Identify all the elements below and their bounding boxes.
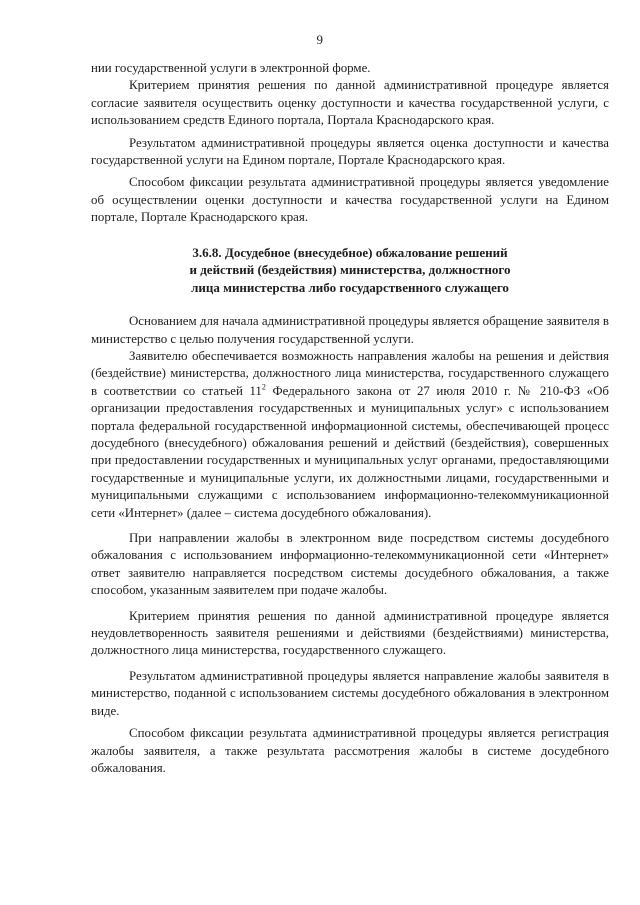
section-heading-line-3: лица министерства либо государственного служащего [191,279,509,295]
paragraph-fixation-complaint: Способом фиксации результата административной процедуры является регистрация жалобы заявителя, а также результата рассмотрения жалобы в системе досудебного обжалования. [91,726,609,775]
paragraph-continuation: нии государственной услуги в электронной форме. [91,61,371,75]
article-superscript: 2 [261,382,266,392]
paragraph-result-complaint: Результатом административной процедуры является направление жалобы заявителя в министерство, поданной с использованием системы досудебного обжалования в электронном виде. [91,668,609,718]
paragraph-basis: Основанием для начала административной процедуры является обращение заявителя в министерство с целью получения государственной услуги. [91,314,609,346]
paragraph-criterion-complaint: Критерием принятия решения по данной административной процедуре является неудовлетворенность заявителя решениями и действиями (бездействиями) министерства, должностного лица министерства, государственного служащего. [91,608,609,658]
section-heading-line-2: и действий (бездействия) министерства, должностного [189,262,511,278]
paragraph-result-assessment: Результатом административной процедуры является оценка доступности и качества государственной услуги на Едином портале, Портале Краснодарского края. [91,135,609,168]
section-heading [91,244,609,297]
complaint-text-end: Федерального закона от 27 июля 2010 г. № 210-ФЗ «Об организации предоставления государственных и муниципальных услуг» с использованием портала федеральной государственной информационной системы, обеспечивающей процесс досудебного (внесудебного) обжалования решений и действий (бездействия), совершенных при предоставлении государственных и муниципальных услуг органами, предоставляющими государственные и муниципальные услуги, их должностными лицами, государственными и муниципальными служащими с использованием информационно-телекоммуникационной сети «Интернет» (далее – система досудебного обжалования). [91,383,609,520]
paragraph-electronic-complaint: При направлении жалобы в электронном виде посредством системы досудебного обжалования с использованием информационно-телекоммуникационной сети «Интернет» ответ заявителю направляется посредством системы досудебного обжалования, а также способом, указанным заявителем при подаче жалобы. [91,531,609,598]
page-number: 9 [316,32,324,47]
complaint-text-start: Заявителю обеспечивается возможность направления жалобы на решения и действия (бездействие) министерства, должностного лица министерства, государственного служащего в соответствии со статьей 11 [91,348,609,398]
paragraph-criterion-assessment: Критерием принятия решения по данной административной процедуре является согласие заявителя осуществить оценку доступности и качества государственной услуги, с использованием средств Единого портала, Портала Краснодарского края. [91,78,609,128]
paragraph-fixation-assessment: Способом фиксации результата административной процедуры является уведомление об осуществлении оценки доступности и качества государственной услуги на Едином портале, Портале Краснодарского края. [91,175,609,225]
document-body [91,60,609,777]
section-heading-line-1: 3.6.8. Досудебное (внесудебное) обжалование решений [192,244,508,260]
paragraph-complaint-possibility [91,348,609,522]
